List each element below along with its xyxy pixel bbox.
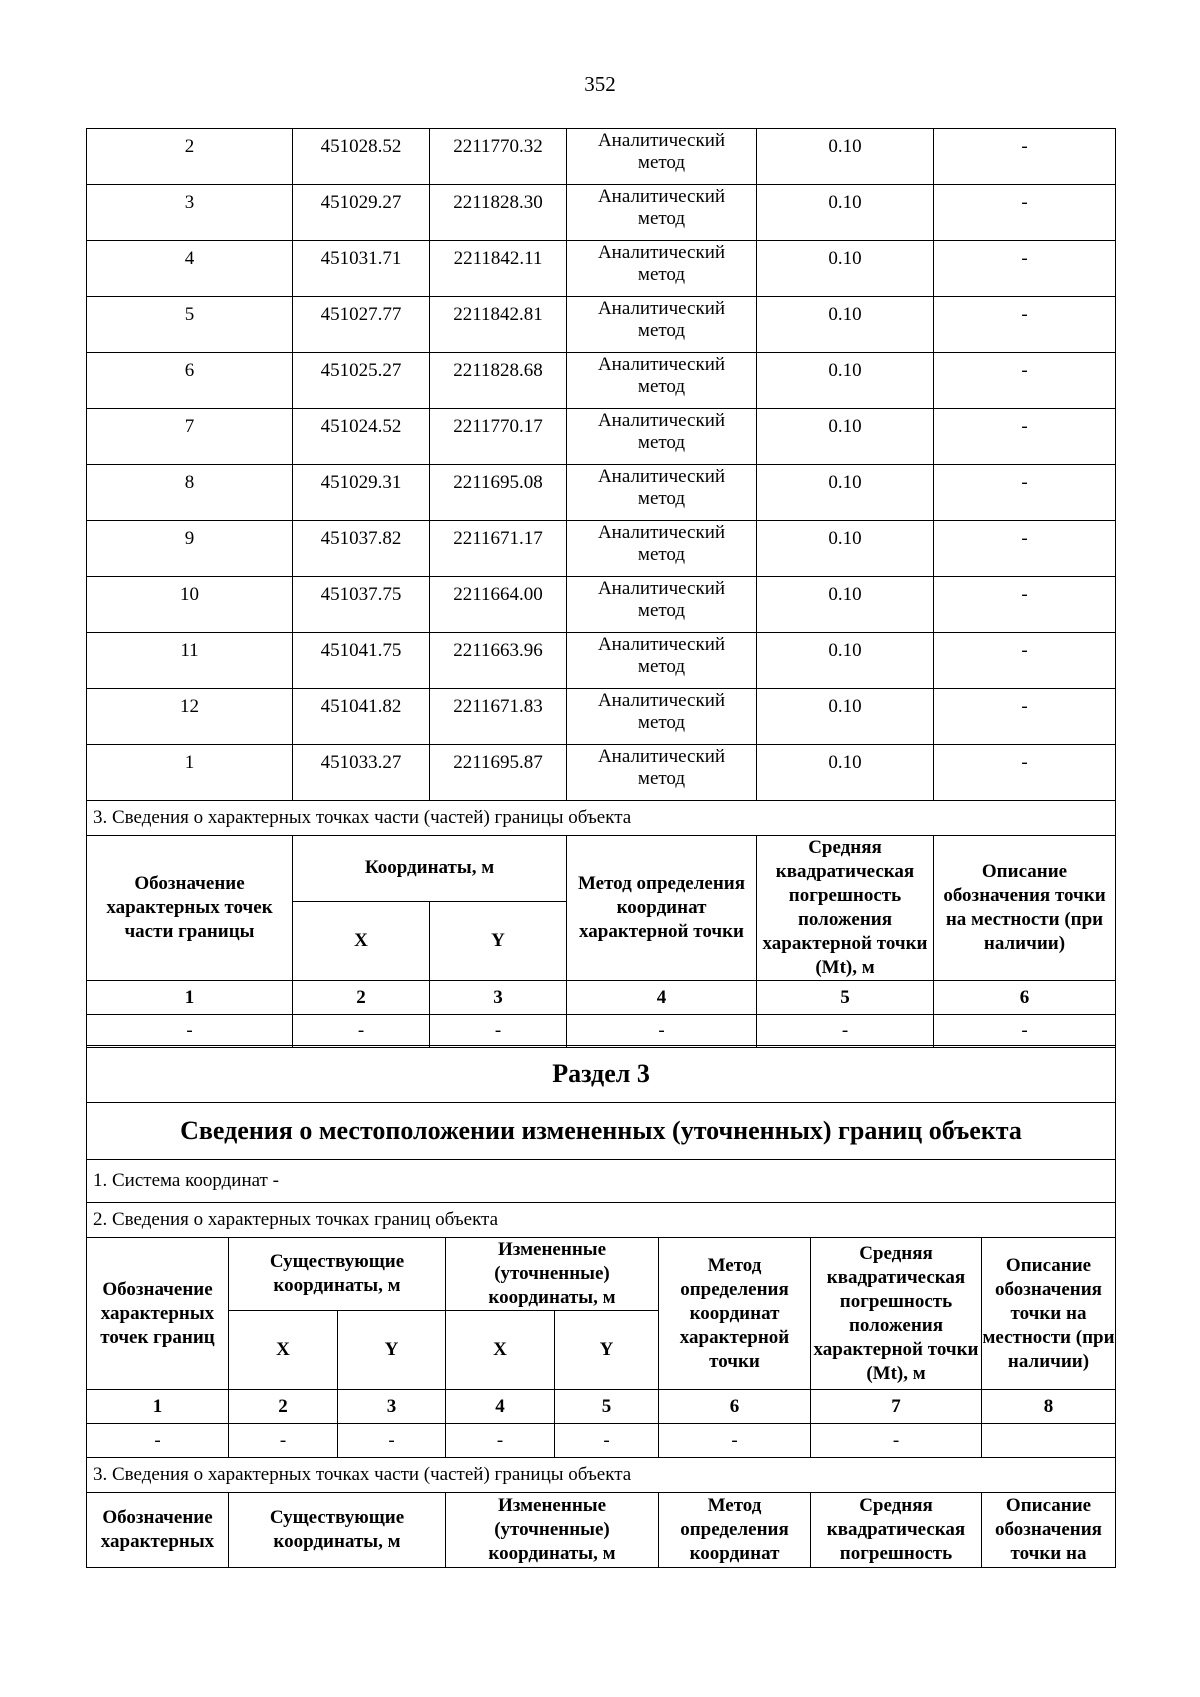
method-line-2: метод (637, 656, 686, 677)
section-subtitle-row (87, 1103, 1116, 1160)
section-title: Раздел 3 (87, 1046, 1116, 1103)
col-num: 5 (757, 981, 934, 1015)
x-coordinate-cell: 451024.52 (293, 409, 430, 465)
method-line-2: метод (637, 488, 686, 509)
header-y: Y (555, 1311, 659, 1390)
header-coordinates: Координаты, м (293, 836, 567, 902)
part-number-row (87, 981, 1116, 1015)
method-line-1: Аналитический (597, 186, 726, 207)
mt-cell: 0.10 (757, 689, 934, 745)
x-coordinate-cell: 451029.31 (293, 465, 430, 521)
part-heading: 3. Сведения о характерных точках части (частей) границы объекта (87, 1458, 1116, 1493)
col-num: 4 (567, 981, 757, 1015)
description-cell: - (934, 745, 1116, 801)
empty-cell: - (293, 1015, 430, 1048)
method-line-1: Аналитический (597, 522, 726, 543)
header-x: X (229, 1311, 338, 1390)
table-row (87, 297, 1116, 353)
method-cell (567, 745, 757, 801)
description-cell: - (934, 185, 1116, 241)
empty-cell: - (555, 1424, 659, 1458)
method-cell (567, 521, 757, 577)
col-num: 8 (982, 1390, 1116, 1424)
table-row (87, 241, 1116, 297)
point-number-cell: 3 (87, 185, 293, 241)
method-line-1: Аналитический (597, 354, 726, 375)
point-number-cell: 2 (87, 129, 293, 185)
description-cell: - (934, 521, 1116, 577)
header-mt: Средняя квадратическая погрешность положения характерной точки (Mt), м (757, 836, 934, 981)
header-changed-coords: Измененные (уточненные) координаты, м (446, 1238, 659, 1311)
method-line-1: Аналитический (597, 466, 726, 487)
mt-cell: 0.10 (757, 297, 934, 353)
y-coordinate-cell: 2211770.32 (430, 129, 567, 185)
section-title-row (87, 1046, 1116, 1103)
header-mt: Средняя квадратическая погрешность положения характерной точки (Mt), м (811, 1238, 982, 1390)
empty-cell: - (87, 1015, 293, 1048)
points-table-body (87, 129, 1116, 801)
method-line-2: метод (637, 208, 686, 229)
header-existing-coords: Существующие координаты, м (229, 1238, 446, 1311)
method-cell (567, 633, 757, 689)
mt-cell: 0.10 (757, 185, 934, 241)
header-point-designation: Обозначение характерных точек границ (87, 1238, 229, 1390)
empty-cell: - (87, 1424, 229, 1458)
mt-cell: 0.10 (757, 745, 934, 801)
description-cell: - (934, 577, 1116, 633)
point-number-cell: 10 (87, 577, 293, 633)
method-line-2: метод (637, 152, 686, 173)
points-table-continued (86, 128, 1116, 1048)
mt-cell: 0.10 (757, 241, 934, 297)
method-line-2: метод (637, 432, 686, 453)
col-num: 1 (87, 1390, 229, 1424)
x-coordinate-cell: 451041.82 (293, 689, 430, 745)
y-coordinate-cell: 2211842.81 (430, 297, 567, 353)
description-cell: - (934, 465, 1116, 521)
method-line-1: Аналитический (597, 746, 726, 767)
empty-cell: - (811, 1424, 982, 1458)
table-row (87, 689, 1116, 745)
x-coordinate-cell: 451029.27 (293, 185, 430, 241)
table-row (87, 633, 1116, 689)
method-line-1: Аналитический (597, 298, 726, 319)
point-number-cell: 7 (87, 409, 293, 465)
description-cell: - (934, 297, 1116, 353)
header-x: X (446, 1311, 555, 1390)
col-num: 7 (811, 1390, 982, 1424)
method-cell (567, 297, 757, 353)
x-coordinate-cell: 451037.82 (293, 521, 430, 577)
y-coordinate-cell: 2211770.17 (430, 409, 567, 465)
col-num: 5 (555, 1390, 659, 1424)
empty-cell: - (659, 1424, 811, 1458)
col-num: 6 (659, 1390, 811, 1424)
col-num: 1 (87, 981, 293, 1015)
y-coordinate-cell: 2211663.96 (430, 633, 567, 689)
header-point-designation: Обозначение характерных точек части границы (87, 836, 293, 981)
header-mt: Средняя квадратическая погрешность (811, 1493, 982, 1568)
method-cell (567, 465, 757, 521)
s3-part-heading-row (87, 1458, 1116, 1493)
part-heading: 3. Сведения о характерных точках части (частей) границы объекта (87, 801, 1116, 836)
header-description: Описание обозначения точки на (982, 1493, 1116, 1568)
part-header-row-1 (87, 836, 1116, 902)
point-number-cell: 1 (87, 745, 293, 801)
mt-cell: 0.10 (757, 577, 934, 633)
method-line-2: метод (637, 768, 686, 789)
method-line-1: Аналитический (597, 578, 726, 599)
point-number-cell: 8 (87, 465, 293, 521)
header-y: Y (338, 1311, 446, 1390)
points-heading-row (87, 1203, 1116, 1238)
method-line-2: метод (637, 320, 686, 341)
empty-cell: - (757, 1015, 934, 1048)
y-coordinate-cell: 2211671.17 (430, 521, 567, 577)
col-num: 3 (430, 981, 567, 1015)
y-coordinate-cell: 2211828.68 (430, 353, 567, 409)
header-existing-coords: Существующие координаты, м (229, 1493, 446, 1568)
method-line-1: Аналитический (597, 410, 726, 431)
y-coordinate-cell: 2211695.87 (430, 745, 567, 801)
table-row (87, 745, 1116, 801)
table-row (87, 353, 1116, 409)
col-num: 3 (338, 1390, 446, 1424)
coord-system-row (87, 1160, 1116, 1203)
header-y: Y (430, 902, 567, 981)
table-row (87, 129, 1116, 185)
method-line-2: метод (637, 600, 686, 621)
points-heading: 2. Сведения о характерных точках границ объекта (87, 1203, 1116, 1238)
method-line-2: метод (637, 264, 686, 285)
part-heading-row (87, 801, 1116, 836)
coord-system: 1. Система координат - (87, 1160, 1116, 1203)
x-coordinate-cell: 451027.77 (293, 297, 430, 353)
empty-cell: - (934, 1015, 1116, 1048)
x-coordinate-cell: 451028.52 (293, 129, 430, 185)
x-coordinate-cell: 451031.71 (293, 241, 430, 297)
s3-part-header-row (87, 1493, 1116, 1568)
header-method: Метод определения координат характерной точки (567, 836, 757, 981)
y-coordinate-cell: 2211695.08 (430, 465, 567, 521)
method-line-1: Аналитический (597, 634, 726, 655)
mt-cell: 0.10 (757, 409, 934, 465)
table-row (87, 521, 1116, 577)
method-cell (567, 409, 757, 465)
method-cell (567, 353, 757, 409)
mt-cell: 0.10 (757, 633, 934, 689)
description-cell: - (934, 241, 1116, 297)
method-cell (567, 577, 757, 633)
method-line-1: Аналитический (597, 690, 726, 711)
description-cell: - (934, 633, 1116, 689)
header-x: X (293, 902, 430, 981)
section-3-table (86, 1045, 1116, 1568)
y-coordinate-cell: 2211828.30 (430, 185, 567, 241)
x-coordinate-cell: 451041.75 (293, 633, 430, 689)
point-number-cell: 11 (87, 633, 293, 689)
header-method: Метод определения координат (659, 1493, 811, 1568)
method-line-2: метод (637, 712, 686, 733)
header-point-designation: Обозначение характерных (87, 1493, 229, 1568)
section-subtitle: Сведения о местоположении измененных (уточненных) границ объекта (87, 1103, 1116, 1160)
table-row (87, 465, 1116, 521)
mt-cell: 0.10 (757, 465, 934, 521)
point-number-cell: 5 (87, 297, 293, 353)
y-coordinate-cell: 2211842.11 (430, 241, 567, 297)
method-line-2: метод (637, 544, 686, 565)
empty-cell: - (430, 1015, 567, 1048)
part-empty-row (87, 1015, 1116, 1048)
point-number-cell: 4 (87, 241, 293, 297)
description-cell: - (934, 409, 1116, 465)
method-line-1: Аналитический (597, 242, 726, 263)
header-method: Метод определения координат характерной точки (659, 1238, 811, 1390)
x-coordinate-cell: 451037.75 (293, 577, 430, 633)
point-number-cell: 9 (87, 521, 293, 577)
s3-number-row (87, 1390, 1116, 1424)
s3-empty-row (87, 1424, 1116, 1458)
point-number-cell: 6 (87, 353, 293, 409)
method-cell (567, 241, 757, 297)
mt-cell: 0.10 (757, 521, 934, 577)
col-num: 6 (934, 981, 1116, 1015)
point-number-cell: 12 (87, 689, 293, 745)
method-cell (567, 185, 757, 241)
table-row (87, 577, 1116, 633)
empty-cell (982, 1424, 1116, 1458)
x-coordinate-cell: 451033.27 (293, 745, 430, 801)
mt-cell: 0.10 (757, 353, 934, 409)
col-num: 4 (446, 1390, 555, 1424)
col-num: 2 (293, 981, 430, 1015)
page-number: 352 (584, 72, 616, 96)
mt-cell: 0.10 (757, 129, 934, 185)
header-changed-coords: Измененные (уточненные) координаты, м (446, 1493, 659, 1568)
method-cell (567, 129, 757, 185)
y-coordinate-cell: 2211671.83 (430, 689, 567, 745)
col-num: 2 (229, 1390, 338, 1424)
method-cell (567, 689, 757, 745)
description-cell: - (934, 129, 1116, 185)
table-row (87, 409, 1116, 465)
method-line-2: метод (637, 376, 686, 397)
empty-cell: - (338, 1424, 446, 1458)
empty-cell: - (446, 1424, 555, 1458)
method-line-1: Аналитический (597, 130, 726, 151)
header-description: Описание обозначения точки на местности (при наличии) (982, 1238, 1116, 1390)
s3-header-row-1 (87, 1238, 1116, 1311)
empty-cell: - (229, 1424, 338, 1458)
description-cell: - (934, 353, 1116, 409)
header-description: Описание обозначения точки на местности (при наличии) (934, 836, 1116, 981)
table-row (87, 185, 1116, 241)
empty-cell: - (567, 1015, 757, 1048)
y-coordinate-cell: 2211664.00 (430, 577, 567, 633)
x-coordinate-cell: 451025.27 (293, 353, 430, 409)
description-cell: - (934, 689, 1116, 745)
